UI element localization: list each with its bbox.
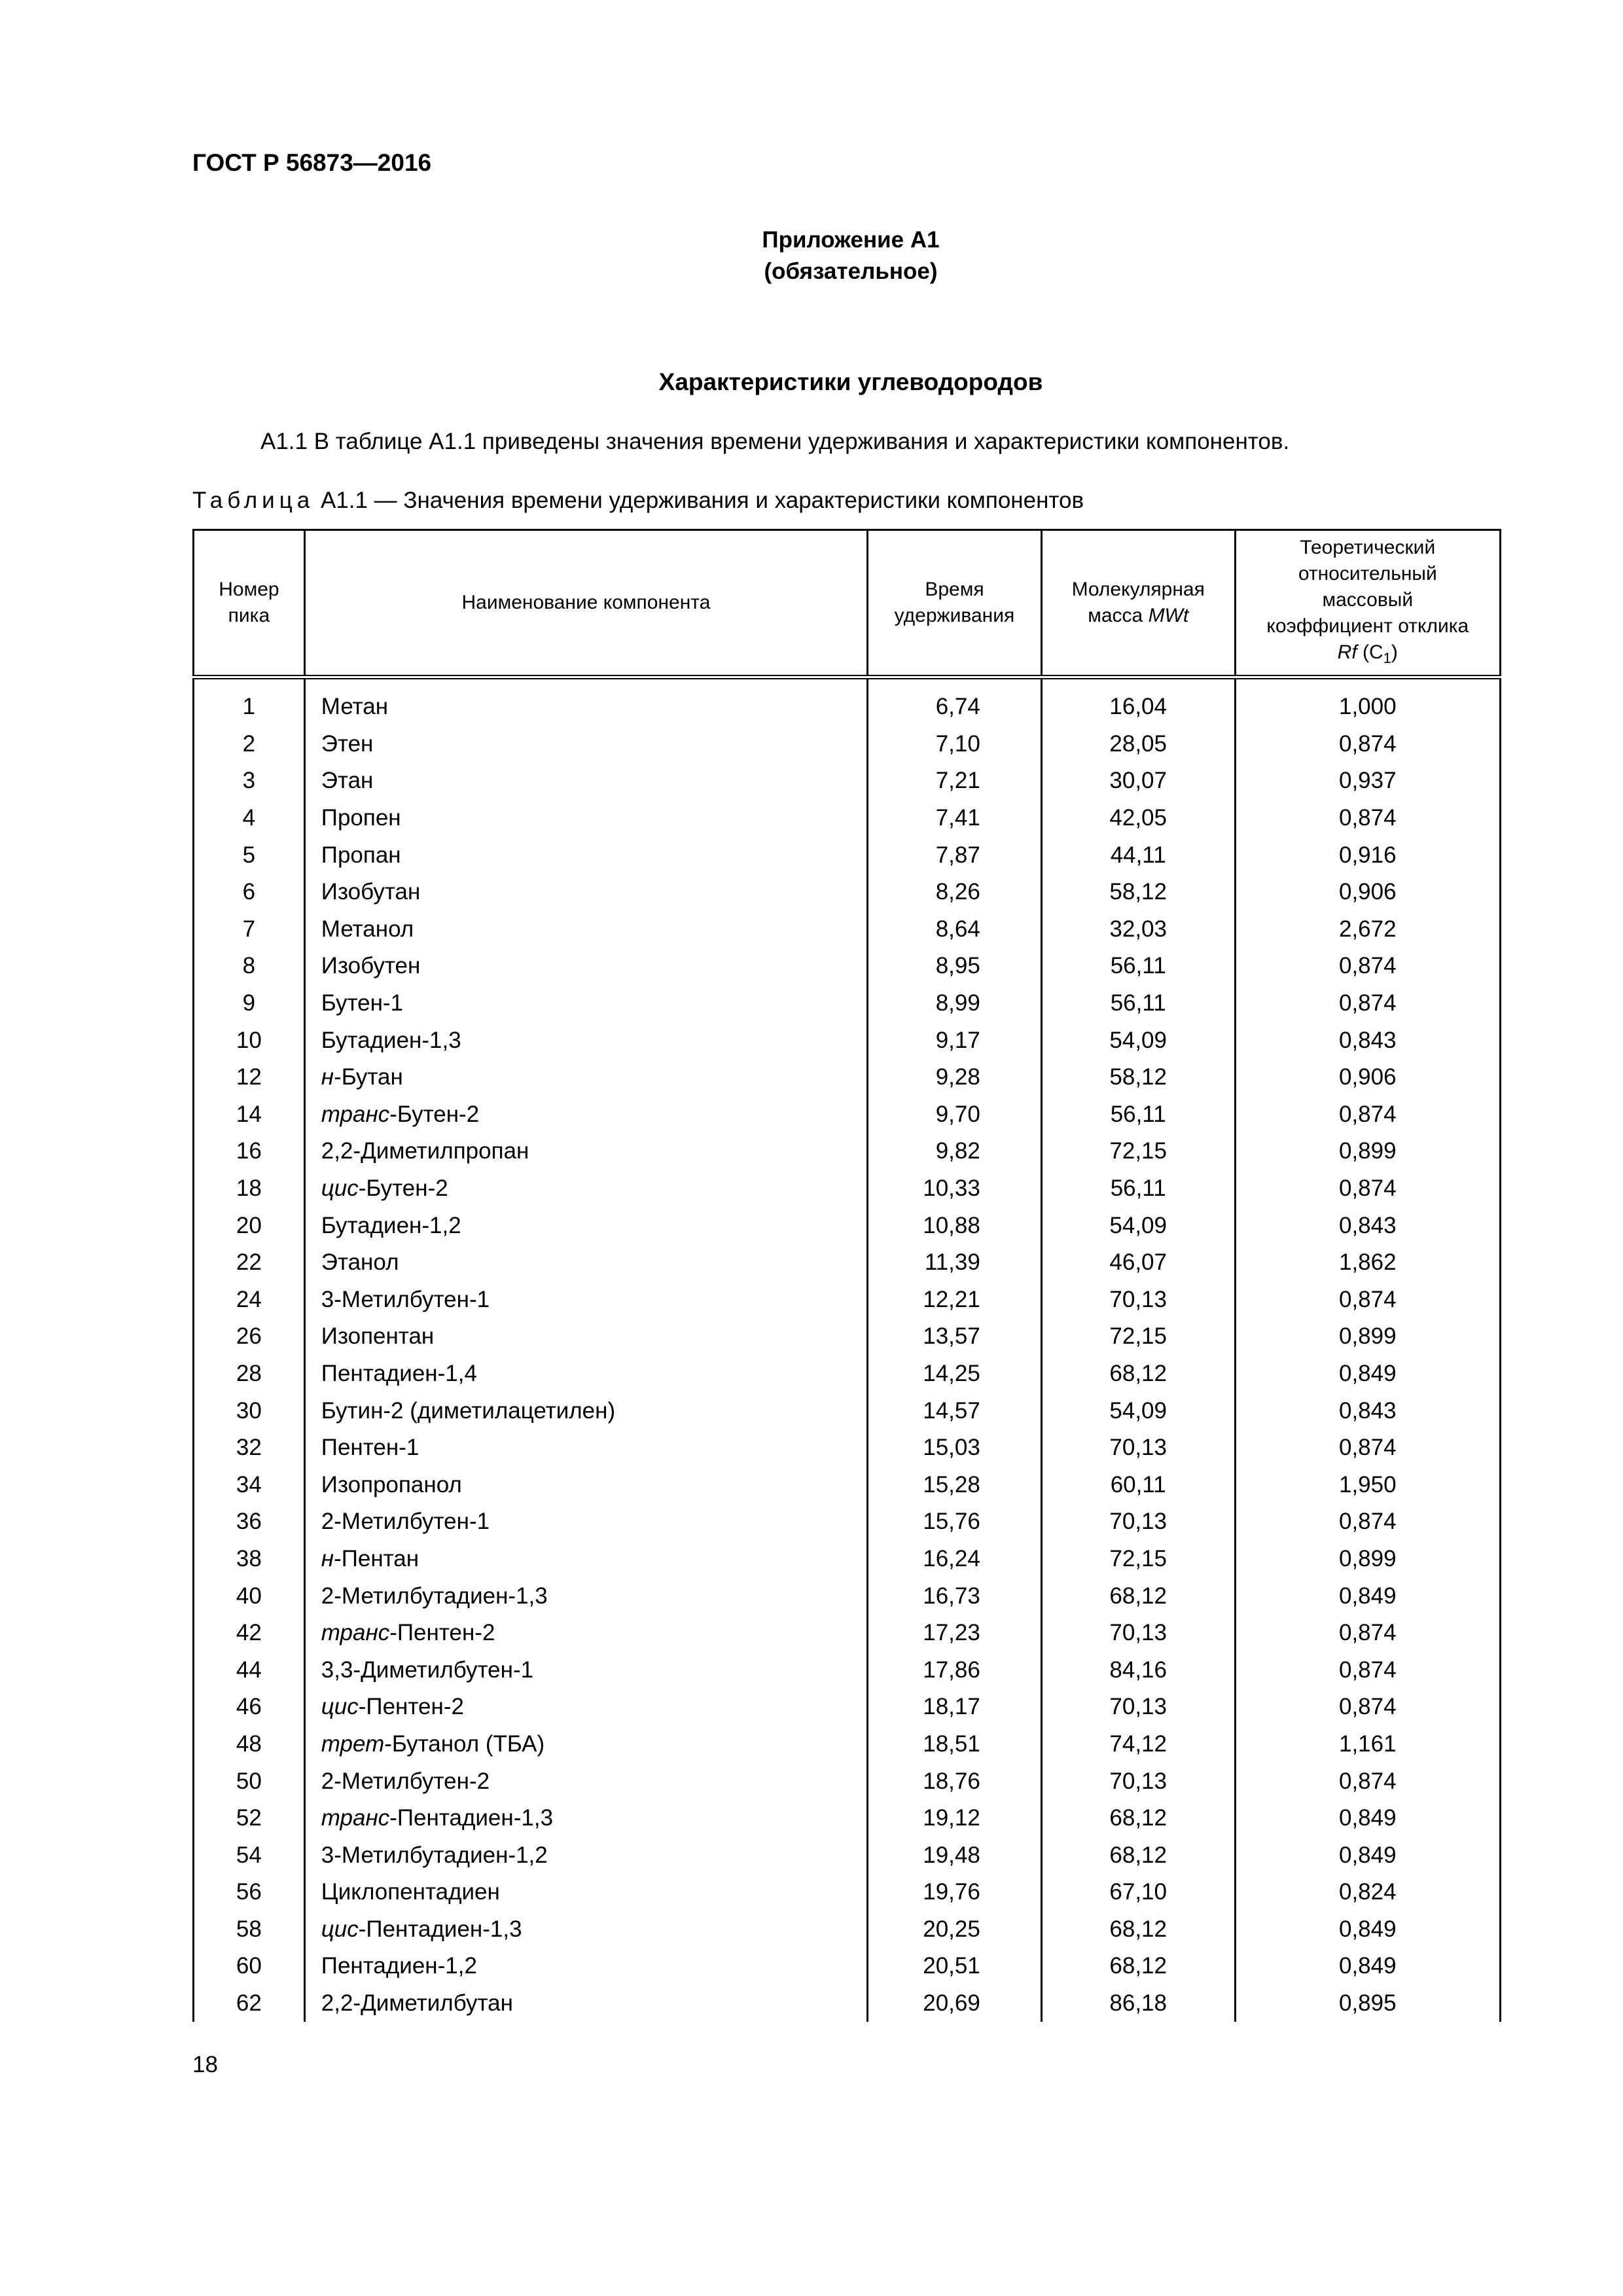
peak-number-cell: 22 — [194, 1244, 305, 1282]
component-name-cell — [304, 1207, 867, 1244]
component-name-cell — [304, 1948, 867, 1985]
peak-number-cell: 30 — [194, 1392, 305, 1429]
table-row — [194, 1244, 1501, 1282]
table-row — [194, 874, 1501, 911]
component-name-text: 2,2-Диметилпропан — [321, 1138, 529, 1164]
peak-number-cell: 10 — [194, 1022, 305, 1059]
molecular-mass-cell: 67,10 — [1041, 1874, 1235, 1911]
component-name-text: Изопропанол — [321, 1471, 462, 1498]
component-name-cell — [304, 985, 867, 1022]
molecular-mass-cell: 68,12 — [1041, 1355, 1235, 1393]
retention-time-cell: 16,73 — [868, 1577, 1042, 1615]
molecular-mass-cell: 56,11 — [1041, 1170, 1235, 1208]
retention-time-cell: 20,69 — [868, 1985, 1042, 2022]
response-factor-cell: 0,916 — [1235, 836, 1500, 874]
table-row — [194, 836, 1501, 874]
molecular-mass-cell: 84,16 — [1041, 1651, 1235, 1689]
retention-time-cell: 20,51 — [868, 1948, 1042, 1985]
molecular-mass-cell: 70,13 — [1041, 1282, 1235, 1319]
component-name-cell — [304, 1651, 867, 1689]
table-row — [194, 1170, 1501, 1208]
component-name-text: Этен — [321, 730, 374, 757]
response-factor-cell: 1,950 — [1235, 1466, 1500, 1503]
peak-number-cell: 28 — [194, 1355, 305, 1393]
molecular-mass-cell: 54,09 — [1041, 1207, 1235, 1244]
component-name-text: 2-Метилбутен-2 — [321, 1768, 490, 1794]
retention-time-cell: 17,86 — [868, 1651, 1042, 1689]
isomer-prefix: трет — [321, 1731, 385, 1757]
molecular-mass-cell: 70,13 — [1041, 1689, 1235, 1726]
retention-time-cell: 11,39 — [868, 1244, 1042, 1282]
molecular-mass-cell: 46,07 — [1041, 1244, 1235, 1282]
response-factor-cell: 1,000 — [1235, 677, 1500, 726]
component-name-text: Этан — [321, 768, 374, 794]
retention-time-cell: 18,51 — [868, 1726, 1042, 1763]
table-body — [194, 677, 1501, 2022]
document-code: ГОСТ Р 56873—2016 — [192, 149, 432, 176]
retention-time-cell: 19,48 — [868, 1837, 1042, 1874]
intro-paragraph: А1.1 В таблице А1.1 приведены значения времени удерживания и характеристики компонентов. — [260, 429, 1290, 454]
table-row — [194, 1911, 1501, 1948]
peak-number-cell: 18 — [194, 1170, 305, 1208]
component-name-text: 2-Метилбутадиен-1,3 — [321, 1583, 548, 1609]
table-row — [194, 1429, 1501, 1467]
header-molecular-mass: Молекулярная масса MWt — [1041, 530, 1235, 677]
component-name-text: 2-Метилбутен-1 — [321, 1509, 490, 1535]
retention-time-cell: 9,17 — [868, 1022, 1042, 1059]
peak-number-cell: 54 — [194, 1837, 305, 1874]
response-factor-cell: 0,874 — [1235, 1096, 1500, 1134]
isomer-prefix: транс — [321, 1805, 390, 1831]
molecular-mass-cell: 44,11 — [1041, 836, 1235, 874]
component-name-text: Пентадиен-1,4 — [321, 1360, 477, 1386]
peak-number-cell: 26 — [194, 1318, 305, 1355]
table-row — [194, 762, 1501, 800]
retention-time-cell: 9,28 — [868, 1059, 1042, 1096]
response-factor-cell: 0,849 — [1235, 1355, 1500, 1393]
isomer-prefix: н — [321, 1064, 334, 1090]
molecular-mass-cell: 56,11 — [1041, 948, 1235, 985]
component-name-text: -Пентан — [334, 1545, 419, 1571]
component-name-text: -Пентадиен-1,3 — [358, 1916, 522, 1942]
component-name-text: Бутадиен-1,3 — [321, 1027, 461, 1053]
component-name-cell — [304, 1800, 867, 1837]
peak-number-cell: 36 — [194, 1503, 305, 1541]
molecular-mass-cell: 30,07 — [1041, 762, 1235, 800]
component-name-cell — [304, 726, 867, 763]
response-factor-cell: 0,937 — [1235, 762, 1500, 800]
header-component-name: Наименование компонента — [304, 530, 867, 677]
component-name-text: 2,2-Диметилбутан — [321, 1990, 513, 2017]
retention-time-cell: 15,28 — [868, 1466, 1042, 1503]
table-row — [194, 1503, 1501, 1541]
component-name-cell — [304, 1244, 867, 1282]
response-factor-cell: 0,895 — [1235, 1985, 1500, 2022]
table-row — [194, 1282, 1501, 1319]
table-row — [194, 1689, 1501, 1726]
peak-number-cell: 7 — [194, 911, 305, 948]
peak-number-cell: 40 — [194, 1577, 305, 1615]
response-factor-cell: 1,161 — [1235, 1726, 1500, 1763]
isomer-prefix: цис — [321, 1175, 359, 1202]
molecular-mass-cell: 68,12 — [1041, 1911, 1235, 1948]
response-factor-cell: 0,824 — [1235, 1874, 1500, 1911]
table-row — [194, 1207, 1501, 1244]
table-caption-text: А1.1 — Значения времени удерживания и характеристики компонентов — [314, 488, 1084, 513]
component-name-cell — [304, 677, 867, 726]
table-header-row — [194, 530, 1501, 677]
retention-time-cell: 8,99 — [868, 985, 1042, 1022]
component-name-cell — [304, 1096, 867, 1134]
molecular-mass-cell: 32,03 — [1041, 911, 1235, 948]
table-row — [194, 1837, 1501, 1874]
molecular-mass-cell: 28,05 — [1041, 726, 1235, 763]
component-name-cell — [304, 1022, 867, 1059]
header-retention-time: Время удерживания — [868, 530, 1042, 677]
molecular-mass-cell: 54,09 — [1041, 1022, 1235, 1059]
response-factor-cell: 0,874 — [1235, 1282, 1500, 1319]
table-row — [194, 1874, 1501, 1911]
component-name-cell — [304, 762, 867, 800]
component-name-cell — [304, 1577, 867, 1615]
peak-number-cell: 62 — [194, 1985, 305, 2022]
retention-time-cell: 16,24 — [868, 1541, 1042, 1578]
response-factor-cell: 0,849 — [1235, 1911, 1500, 1948]
component-name-cell — [304, 1170, 867, 1208]
molecular-mass-cell: 68,12 — [1041, 1948, 1235, 1985]
table-row — [194, 1466, 1501, 1503]
table-row — [194, 1059, 1501, 1096]
response-factor-cell: 1,862 — [1235, 1244, 1500, 1282]
header-response-factor: Теоретический относительный массовый коэффициент отклика Rf $(С_1)$ — [1235, 530, 1500, 677]
response-factor-cell: 0,874 — [1235, 1763, 1500, 1800]
component-name-cell — [304, 1392, 867, 1429]
component-name-text: -Бутан — [334, 1064, 403, 1090]
peak-number-cell: 52 — [194, 1800, 305, 1837]
peak-number-cell: 44 — [194, 1651, 305, 1689]
peak-number-cell: 60 — [194, 1948, 305, 1985]
component-name-cell — [304, 1503, 867, 1541]
retention-time-cell: 8,26 — [868, 874, 1042, 911]
component-name-cell — [304, 1615, 867, 1652]
component-name-text: Бутин-2 (диметилацетилен) — [321, 1397, 616, 1424]
component-name-text: -Бутен-2 — [358, 1175, 448, 1202]
component-name-text: Метанол — [321, 916, 414, 942]
molecular-mass-cell: 60,11 — [1041, 1466, 1235, 1503]
response-factor-cell: 0,849 — [1235, 1837, 1500, 1874]
retention-time-cell: 9,82 — [868, 1133, 1042, 1170]
component-name-cell — [304, 1133, 867, 1170]
molecular-mass-cell: 42,05 — [1041, 800, 1235, 837]
molecular-mass-cell: 86,18 — [1041, 1985, 1235, 2022]
peak-number-cell: 8 — [194, 948, 305, 985]
retention-time-cell: 8,64 — [868, 911, 1042, 948]
component-name-text: -Пентен-2 — [389, 1620, 495, 1646]
response-factor-cell: 0,874 — [1235, 726, 1500, 763]
peak-number-cell: 42 — [194, 1615, 305, 1652]
response-factor-cell: 0,849 — [1235, 1800, 1500, 1837]
molecular-mass-cell: 56,11 — [1041, 985, 1235, 1022]
retention-time-cell: 8,95 — [868, 948, 1042, 985]
component-name-cell — [304, 836, 867, 874]
table-row — [194, 1726, 1501, 1763]
component-name-text: 3,3-Диметилбутен-1 — [321, 1657, 534, 1683]
component-name-text: 3-Метилбутадиен-1,2 — [321, 1842, 548, 1868]
response-factor-cell: 0,899 — [1235, 1541, 1500, 1578]
isomer-prefix: цис — [321, 1916, 359, 1942]
retention-time-cell: 17,23 — [868, 1615, 1042, 1652]
peak-number-cell: 46 — [194, 1689, 305, 1726]
table-row — [194, 1577, 1501, 1615]
component-name-cell — [304, 1282, 867, 1319]
peak-number-cell: 24 — [194, 1282, 305, 1319]
table-row — [194, 1800, 1501, 1837]
retention-time-cell: 18,17 — [868, 1689, 1042, 1726]
component-name-cell — [304, 800, 867, 837]
component-name-text: Циклопентадиен — [321, 1879, 500, 1905]
response-factor-cell: 0,843 — [1235, 1022, 1500, 1059]
table-row — [194, 1651, 1501, 1689]
table-row — [194, 1541, 1501, 1578]
component-name-cell — [304, 1059, 867, 1096]
retention-time-cell: 7,10 — [868, 726, 1042, 763]
appendix-title: Приложение А1 — [762, 227, 940, 253]
molecular-mass-cell: 68,12 — [1041, 1837, 1235, 1874]
response-factor-cell: 0,899 — [1235, 1133, 1500, 1170]
component-name-cell — [304, 1726, 867, 1763]
table-row — [194, 1615, 1501, 1652]
component-name-text: 3-Метилбутен-1 — [321, 1286, 490, 1312]
retention-time-cell: 19,76 — [868, 1874, 1042, 1911]
molecular-mass-cell: 54,09 — [1041, 1392, 1235, 1429]
component-name-text: Бутен-1 — [321, 990, 404, 1016]
isomer-prefix: цис — [321, 1694, 359, 1720]
molecular-mass-cell: 70,13 — [1041, 1763, 1235, 1800]
response-factor-cell: 0,843 — [1235, 1207, 1500, 1244]
retention-time-cell: 7,41 — [868, 800, 1042, 837]
table-row — [194, 677, 1501, 726]
component-name-cell — [304, 1318, 867, 1355]
response-factor-cell: 0,874 — [1235, 985, 1500, 1022]
peak-number-cell: 3 — [194, 762, 305, 800]
component-name-text: Метан — [321, 694, 389, 720]
component-name-cell — [304, 1763, 867, 1800]
table-row — [194, 911, 1501, 948]
table-row — [194, 1355, 1501, 1393]
component-name-cell — [304, 911, 867, 948]
response-factor-cell: 0,874 — [1235, 1615, 1500, 1652]
component-name-cell — [304, 1355, 867, 1393]
response-factor-cell: 2,672 — [1235, 911, 1500, 948]
retention-time-cell: 12,21 — [868, 1282, 1042, 1319]
peak-number-cell: 34 — [194, 1466, 305, 1503]
peak-number-cell: 6 — [194, 874, 305, 911]
component-name-text: Изобутан — [321, 879, 421, 905]
component-name-text: Пентадиен-1,2 — [321, 1953, 477, 1979]
retention-time-cell: 7,21 — [868, 762, 1042, 800]
component-name-text: Изобутен — [321, 953, 421, 979]
retention-time-cell: 9,70 — [868, 1096, 1042, 1134]
peak-number-cell: 14 — [194, 1096, 305, 1134]
retention-time-cell: 15,76 — [868, 1503, 1042, 1541]
peak-number-cell: 12 — [194, 1059, 305, 1096]
component-name-text: -Бутанол (ТБА) — [384, 1731, 545, 1757]
peak-number-cell: 56 — [194, 1874, 305, 1911]
page-number: 18 — [192, 2052, 218, 2077]
retention-time-cell: 18,76 — [868, 1763, 1042, 1800]
table-row — [194, 1096, 1501, 1134]
retention-time-cell: 19,12 — [868, 1800, 1042, 1837]
component-name-cell — [304, 948, 867, 985]
component-name-cell — [304, 874, 867, 911]
component-name-cell — [304, 1874, 867, 1911]
component-name-text: Пропан — [321, 842, 401, 868]
response-factor-cell: 0,874 — [1235, 1689, 1500, 1726]
molecular-mass-cell: 72,15 — [1041, 1318, 1235, 1355]
retention-time-cell: 15,03 — [868, 1429, 1042, 1467]
table-row — [194, 1022, 1501, 1059]
peak-number-cell: 32 — [194, 1429, 305, 1467]
table-row — [194, 985, 1501, 1022]
molecular-mass-cell: 58,12 — [1041, 874, 1235, 911]
isomer-prefix: транс — [321, 1101, 390, 1127]
peak-number-cell: 2 — [194, 726, 305, 763]
molecular-mass-cell: 16,04 — [1041, 677, 1235, 726]
table-row — [194, 1985, 1501, 2022]
response-factor-cell: 0,874 — [1235, 800, 1500, 837]
molecular-mass-cell: 70,13 — [1041, 1429, 1235, 1467]
component-name-text: -Пентен-2 — [358, 1694, 464, 1720]
component-name-cell — [304, 1911, 867, 1948]
component-name-text: -Бутен-2 — [389, 1101, 480, 1127]
response-factor-cell: 0,874 — [1235, 1651, 1500, 1689]
table-row — [194, 1763, 1501, 1800]
table-caption — [192, 488, 1084, 514]
components-table — [192, 529, 1501, 2022]
table-row — [194, 1948, 1501, 1985]
response-factor-cell: 0,849 — [1235, 1577, 1500, 1615]
retention-time-cell: 10,88 — [868, 1207, 1042, 1244]
retention-time-cell: 13,57 — [868, 1318, 1042, 1355]
section-title: Характеристики углеводородов — [658, 368, 1043, 395]
peak-number-cell: 58 — [194, 1911, 305, 1948]
retention-time-cell: 6,74 — [868, 677, 1042, 726]
molecular-mass-cell: 68,12 — [1041, 1577, 1235, 1615]
peak-number-cell: 50 — [194, 1763, 305, 1800]
peak-number-cell: 48 — [194, 1726, 305, 1763]
peak-number-cell: 20 — [194, 1207, 305, 1244]
component-name-cell — [304, 1837, 867, 1874]
component-name-text: Пропен — [321, 805, 401, 831]
component-name-text: -Пентадиен-1,3 — [389, 1805, 554, 1831]
peak-number-cell: 38 — [194, 1541, 305, 1578]
peak-number-cell: 16 — [194, 1133, 305, 1170]
component-name-text: Бутадиен-1,2 — [321, 1212, 461, 1238]
retention-time-cell: 7,87 — [868, 836, 1042, 874]
molecular-mass-cell: 70,13 — [1041, 1503, 1235, 1541]
isomer-prefix: транс — [321, 1620, 390, 1646]
table-row — [194, 1318, 1501, 1355]
table-row — [194, 1133, 1501, 1170]
retention-time-cell: 14,25 — [868, 1355, 1042, 1393]
component-name-cell — [304, 1466, 867, 1503]
retention-time-cell: 10,33 — [868, 1170, 1042, 1208]
molecular-mass-cell: 72,15 — [1041, 1133, 1235, 1170]
isomer-prefix: н — [321, 1545, 334, 1571]
appendix-status: (обязательное) — [764, 259, 938, 284]
peak-number-cell: 4 — [194, 800, 305, 837]
appendix-heading — [0, 224, 1623, 287]
component-name-text: Этанол — [321, 1249, 399, 1276]
table-row — [194, 1392, 1501, 1429]
response-factor-cell: 0,874 — [1235, 1429, 1500, 1467]
retention-time-cell: 14,57 — [868, 1392, 1042, 1429]
molecular-mass-cell: 58,12 — [1041, 1059, 1235, 1096]
peak-number-cell: 9 — [194, 985, 305, 1022]
response-factor-cell: 0,906 — [1235, 874, 1500, 911]
response-factor-cell: 0,843 — [1235, 1392, 1500, 1429]
response-factor-cell: 0,899 — [1235, 1318, 1500, 1355]
response-factor-cell: 0,874 — [1235, 1503, 1500, 1541]
peak-number-cell: 1 — [194, 677, 305, 726]
table-row — [194, 726, 1501, 763]
table-row — [194, 948, 1501, 985]
component-name-cell — [304, 1985, 867, 2022]
component-name-cell — [304, 1689, 867, 1726]
component-name-text: Изопентан — [321, 1323, 435, 1350]
table-caption-label: Таблица — [192, 488, 315, 513]
molecular-mass-cell: 72,15 — [1041, 1541, 1235, 1578]
header-peak-number: Номер пика — [194, 530, 305, 677]
molecular-mass-cell: 70,13 — [1041, 1615, 1235, 1652]
component-name-cell — [304, 1541, 867, 1578]
response-factor-cell: 0,874 — [1235, 948, 1500, 985]
molecular-mass-cell: 56,11 — [1041, 1096, 1235, 1134]
table-row — [194, 800, 1501, 837]
response-factor-cell: 0,906 — [1235, 1059, 1500, 1096]
peak-number-cell: 5 — [194, 836, 305, 874]
molecular-mass-cell: 74,12 — [1041, 1726, 1235, 1763]
component-name-text: Пентен-1 — [321, 1435, 419, 1461]
response-factor-cell: 0,849 — [1235, 1948, 1500, 1985]
molecular-mass-cell: 68,12 — [1041, 1800, 1235, 1837]
retention-time-cell: 20,25 — [868, 1911, 1042, 1948]
component-name-cell — [304, 1429, 867, 1467]
response-factor-cell: 0,874 — [1235, 1170, 1500, 1208]
